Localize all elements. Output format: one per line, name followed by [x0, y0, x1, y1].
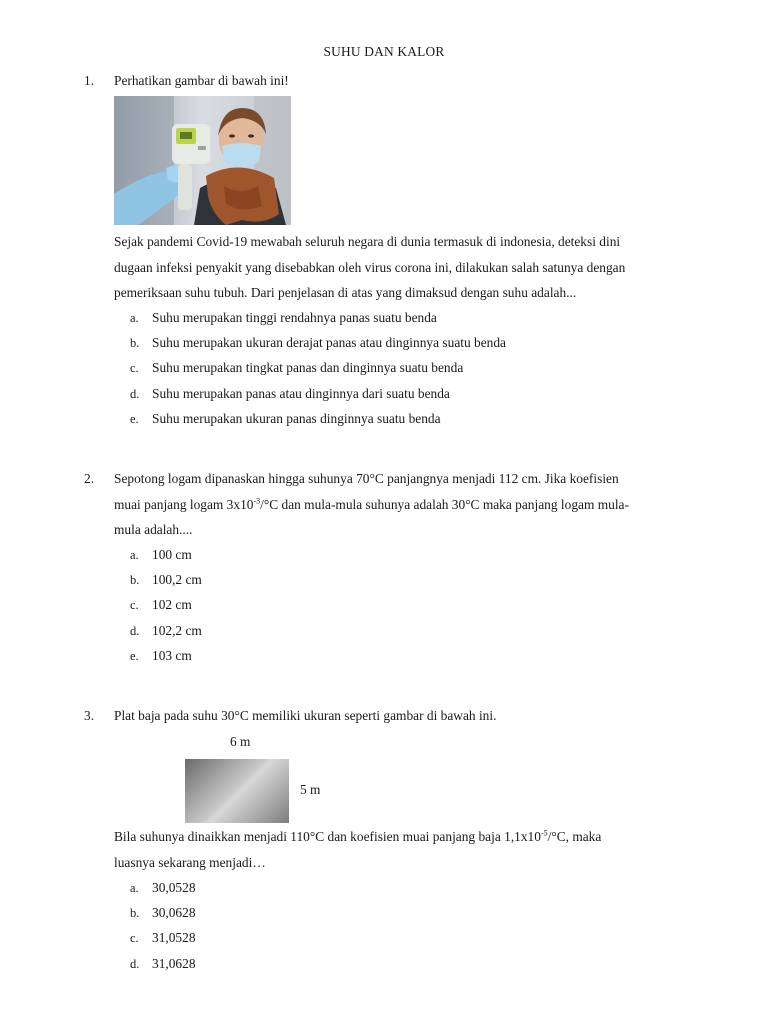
page-title: SUHU DAN KALOR	[323, 44, 445, 59]
question-line: luasnya sekarang menjadi…	[114, 854, 266, 870]
question-1-option-c: c. Suhu merupakan tingkat panas dan dinginnya suatu benda	[130, 360, 464, 375]
question-2-number: 2.	[84, 471, 95, 486]
question-line: Bila suhunya dinaikkan menjadi 110°C dan koefisien muai panjang baja $1,1x10^{-5}/^\circ C$, maka	[114, 828, 602, 844]
question-1-number: 1.	[84, 73, 95, 88]
plate-height-label: 5 m	[300, 782, 321, 797]
question-line: muai panjang logam $3x10^{-3}/^\circ C$ dan mula-mula suhunya adalah 30°C maka panjang logam mula-	[114, 496, 629, 512]
paragraph-line: pemeriksaan suhu tubuh. Dari penjelasan di atas yang dimaksud dengan suhu adalah...	[114, 285, 577, 300]
question-line: mula adalah....	[114, 522, 193, 537]
plate-width-label: 6 m	[230, 734, 251, 749]
question-3-option-b: b. 30,0628	[130, 905, 196, 920]
question-line: Sepotong logam dipanaskan hingga suhunya 70°C panjangnya menjadi 112 cm. Jika koefisien	[114, 471, 619, 486]
question-2-option-d: d. 102,2 cm	[130, 623, 202, 638]
question-3-option-a: a. 30,0528	[130, 880, 196, 895]
question-2-option-b: b. 100,2 cm	[130, 572, 202, 587]
question-3-option-d: d. 31,0628	[130, 956, 196, 971]
paragraph-line: dugaan infeksi penyakit yang disebabkan oleh virus corona ini, dilakukan salah satunya dengan	[114, 259, 626, 275]
question-3-number: 3.	[84, 708, 95, 723]
steel-plate-shape	[185, 759, 289, 823]
paragraph-line: Sejak pandemi Covid-19 mewabah seluruh negara di dunia termasuk di indonesia, deteksi dini	[114, 234, 621, 249]
question-3-option-c: c. 31,0528	[130, 930, 196, 945]
question-1-option-a: a. Suhu merupakan tinggi rendahnya panas suatu benda	[130, 310, 437, 325]
question-1-option-b: b. Suhu merupakan ukuran derajat panas atau dinginnya suatu benda	[130, 335, 506, 350]
question-2-option-c: c. 102 cm	[130, 597, 192, 612]
question-2-option-e: e. 103 cm	[130, 648, 192, 663]
question-1-option-d: d. Suhu merupakan panas atau dinginnya dari suatu benda	[130, 386, 450, 401]
question-3-text	[114, 824, 714, 875]
temperature-check-photo	[114, 96, 291, 225]
question-3-intro: Plat baja pada suhu 30°C memiliki ukuran seperti gambar di bawah ini.	[114, 708, 497, 723]
question-2-text	[114, 466, 714, 543]
question-1-paragraph	[114, 229, 714, 306]
question-1-intro: Perhatikan gambar di bawah ini!	[114, 73, 289, 88]
question-2-option-a: a. 100 cm	[130, 547, 192, 562]
question-1-option-e: e. Suhu merupakan ukuran panas dinginnya suatu benda	[130, 411, 441, 426]
